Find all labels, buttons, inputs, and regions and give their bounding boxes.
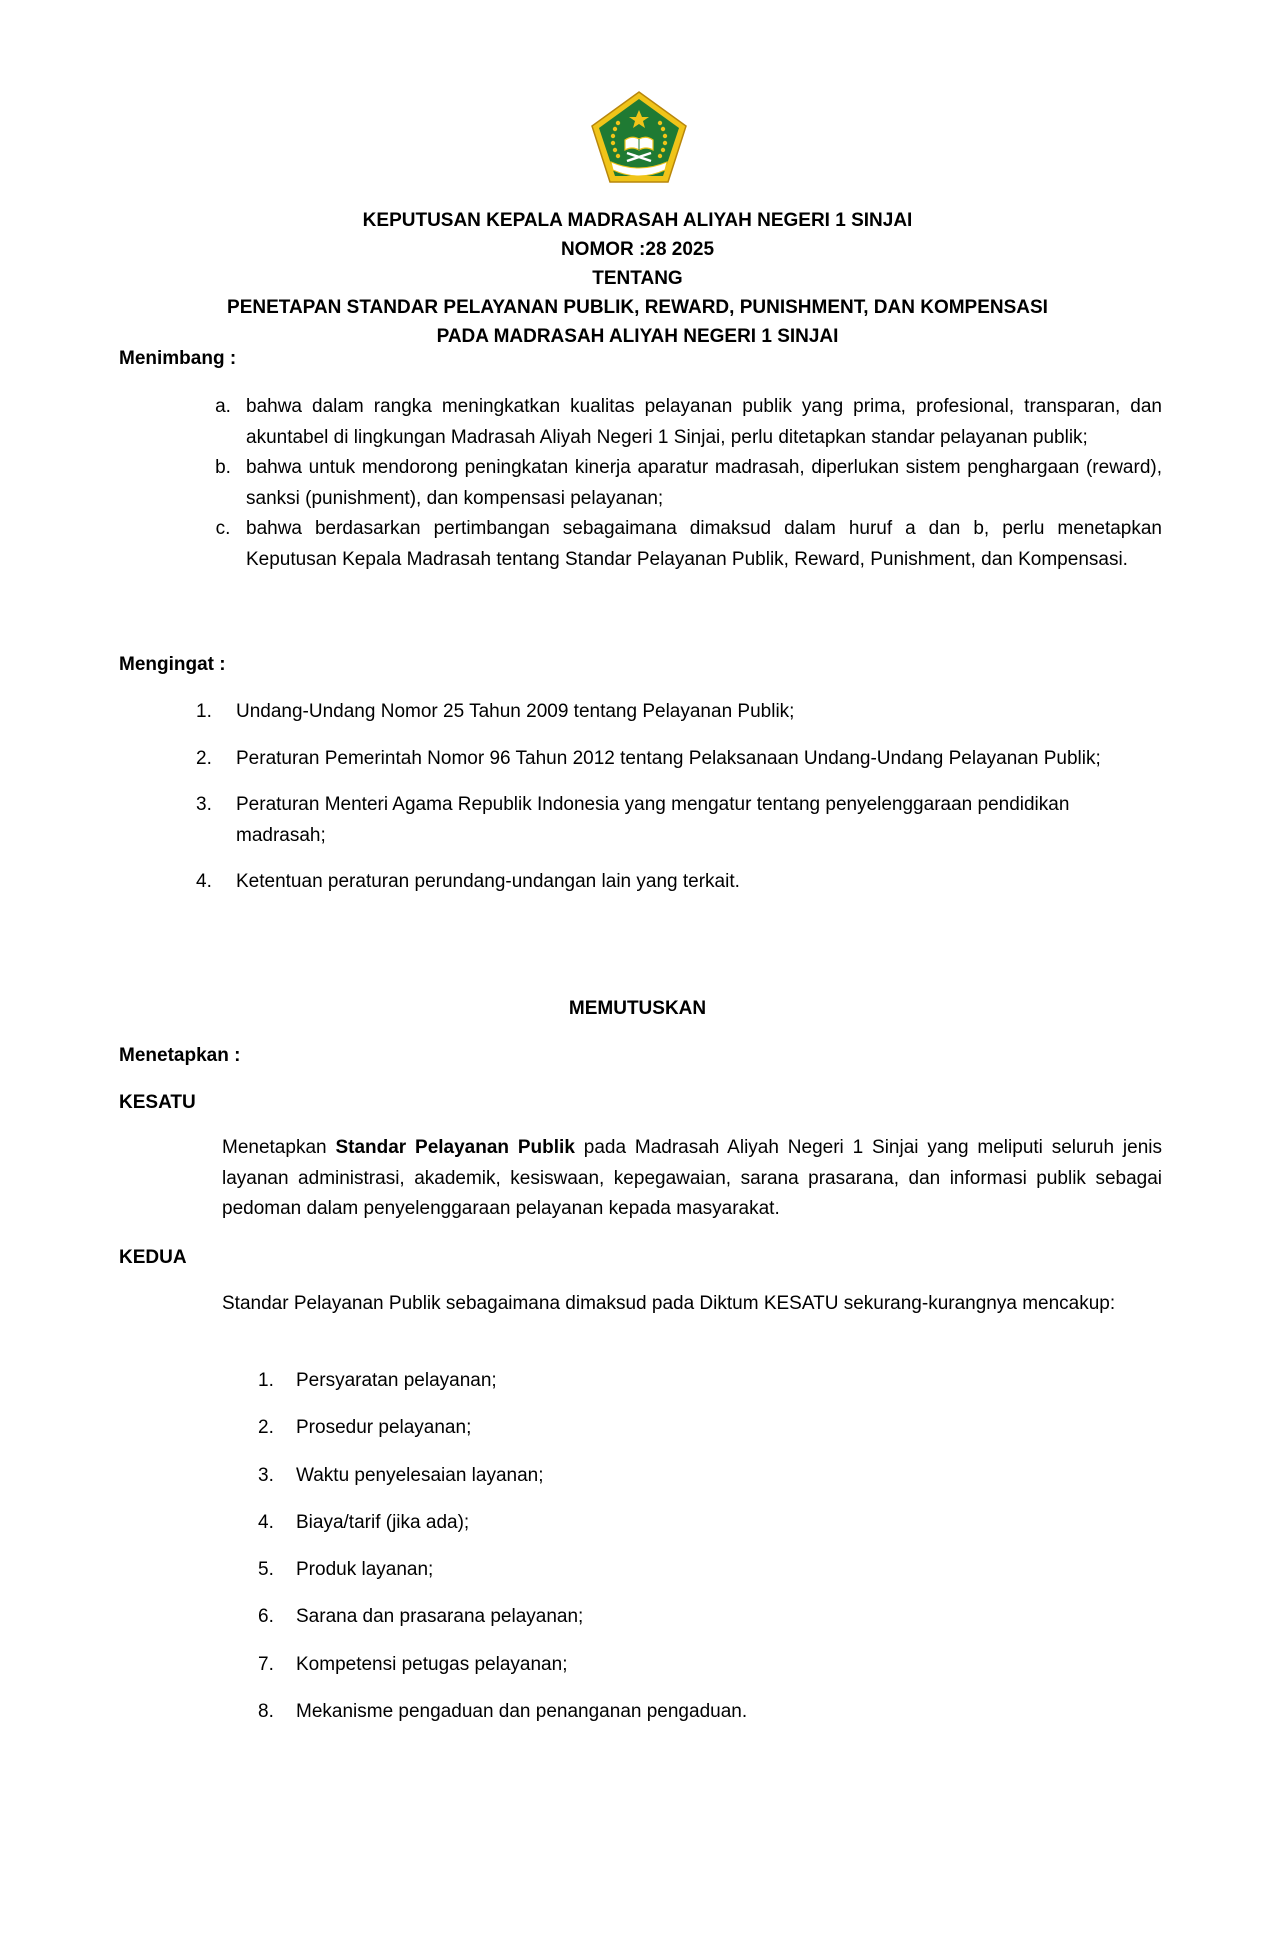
document-title xyxy=(0,206,1275,351)
list-marker: c. xyxy=(215,518,231,539)
list-text: bahwa dalam rangka meningkatkan kualitas pelayanan publik yang prima, profesional, transparan, dan akuntabel di lingkungan Madrasah Aliyah Negeri 1 Sinjai, perlu ditetapkan standar pelayanan publik; xyxy=(246,396,1162,448)
list-text: Undang-Undang Nomor 25 Tahun 2009 tentang Pelayanan Publik; xyxy=(236,701,795,722)
list-marker: 4. xyxy=(196,871,212,892)
kesatu-text-pre: Menetapkan xyxy=(222,1137,336,1158)
list-marker: 2. xyxy=(258,1417,274,1439)
title-line-1: KEPUTUSAN KEPALA MADRASAH ALIYAH NEGERI 1 SINJAI xyxy=(362,210,913,231)
list-item xyxy=(258,1461,958,1492)
list-item xyxy=(258,1602,958,1633)
title-line-4: PENETAPAN STANDAR PELAYANAN PUBLIK, REWARD, PUNISHMENT, DAN KOMPENSASI xyxy=(227,297,1048,318)
kesatu-text-post: pada Madrasah Aliyah Negeri 1 Sinjai yang meliputi seluruh jenis layanan administrasi, akademik, kesiswaan, kepegawaian, sarana prasarana, dan informasi publik sebagai pedoman dalam penyelenggaraan pelayanan kepada masyarakat. xyxy=(222,1137,1162,1219)
list-item xyxy=(258,1508,958,1539)
kemenag-emblem-icon xyxy=(589,90,689,185)
list-item xyxy=(258,1366,958,1397)
list-text: Biaya/tarif (jika ada); xyxy=(296,1511,470,1533)
kedua-list xyxy=(258,1366,958,1728)
kesatu-text-bold: Standar Pelayanan Publik xyxy=(335,1137,575,1158)
menimbang-label: Menimbang : xyxy=(119,348,237,369)
list-marker: 3. xyxy=(258,1464,274,1486)
list-text: Peraturan Pemerintah Nomor 96 Tahun 2012 tentang Pelaksanaan Undang-Undang Pelayanan Publik; xyxy=(236,747,1101,769)
list-marker: 1. xyxy=(258,1370,274,1391)
list-text: Waktu penyelesaian layanan; xyxy=(296,1464,544,1486)
list-marker: 1. xyxy=(196,701,212,722)
list-text: Produk layanan; xyxy=(296,1559,434,1581)
list-marker: 6. xyxy=(258,1606,274,1628)
list-item xyxy=(200,453,1162,514)
list-marker: 8. xyxy=(258,1701,274,1723)
list-marker: 5. xyxy=(258,1559,274,1581)
list-marker: 7. xyxy=(258,1653,274,1675)
list-text: bahwa berdasarkan pertimbangan sebagaimana dimaksud dalam huruf a dan b, perlu menetapkan Keputusan Kepala Madrasah tentang Standar Pelayanan Publik, Reward, Punishment, dan Kompensasi. xyxy=(246,518,1162,570)
list-item xyxy=(196,790,1126,851)
list-text: Kompetensi petugas pelayanan; xyxy=(296,1653,568,1675)
list-item xyxy=(196,744,1126,775)
menetapkan-label: Menetapkan : xyxy=(119,1045,241,1066)
list-text: Ketentuan peraturan perundang-undangan lain yang terkait. xyxy=(236,871,740,892)
list-marker: 2. xyxy=(196,747,212,769)
mengingat-label: Mengingat : xyxy=(119,654,226,675)
list-text: bahwa untuk mendorong peningkatan kinerja aparatur madrasah, diperlukan sistem penghargaan (reward), sanksi (punishment), dan kompensasi pelayanan; xyxy=(246,457,1162,509)
title-line-5: PADA MADRASAH ALIYAH NEGERI 1 SINJAI xyxy=(436,326,839,347)
menimbang-list xyxy=(200,392,1162,575)
mengingat-list xyxy=(196,697,1126,898)
list-item xyxy=(200,392,1162,453)
list-item xyxy=(258,1650,958,1681)
list-marker: a. xyxy=(215,396,231,417)
list-marker: 4. xyxy=(258,1511,274,1533)
title-line-2: NOMOR :28 2025 xyxy=(560,239,715,260)
title-line-3: TENTANG xyxy=(592,268,683,289)
list-text: Prosedur pelayanan; xyxy=(296,1417,472,1439)
list-marker: b. xyxy=(215,457,231,478)
list-item xyxy=(258,1413,958,1444)
list-text: Peraturan Menteri Agama Republik Indonesia yang mengatur tentang penyelenggaraan pendidikan madrasah; xyxy=(236,794,1070,846)
list-marker: 3. xyxy=(196,794,212,815)
memutuskan-heading: MEMUTUSKAN xyxy=(568,998,707,1019)
list-item xyxy=(258,1555,958,1586)
kedua-label: KEDUA xyxy=(119,1247,187,1268)
list-item xyxy=(200,514,1162,575)
list-text: Mekanisme pengaduan dan penanganan pengaduan. xyxy=(296,1701,748,1723)
list-item xyxy=(258,1697,958,1728)
list-text: Sarana dan prasarana pelayanan; xyxy=(296,1606,584,1628)
list-item xyxy=(196,867,1126,898)
list-item xyxy=(196,697,1126,728)
kedua-intro: Standar Pelayanan Publik sebagaimana dimaksud pada Diktum KESATU sekurang-kurangnya mencakup: xyxy=(222,1293,1116,1314)
kesatu-label: KESATU xyxy=(119,1092,196,1113)
kesatu-paragraph xyxy=(222,1133,1162,1225)
list-text: Persyaratan pelayanan; xyxy=(296,1370,497,1391)
